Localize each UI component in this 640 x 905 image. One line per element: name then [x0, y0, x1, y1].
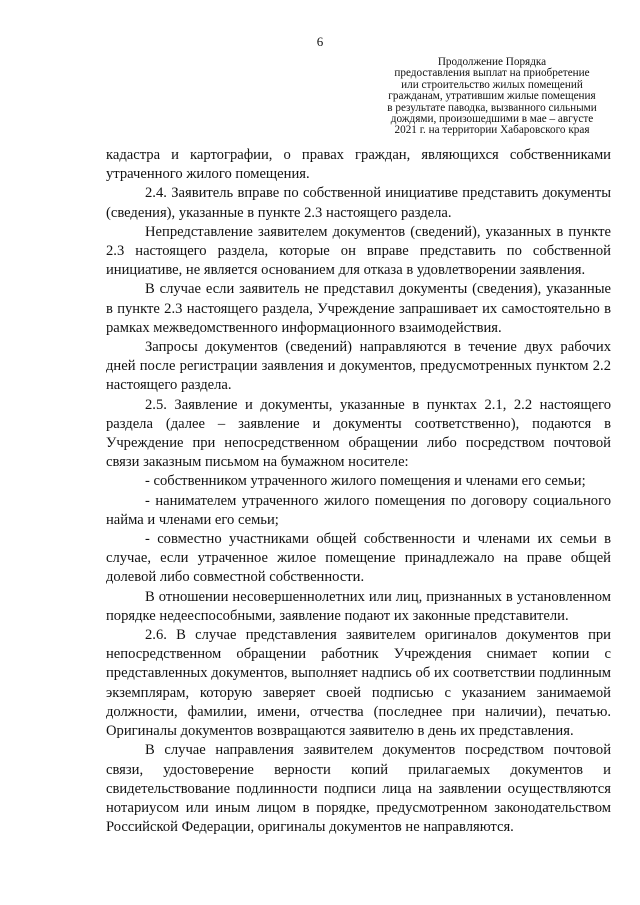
header-note-line: или строительство жилых помещений	[401, 78, 583, 91]
header-note-line: 2021 г. на территории Хабаровского края	[394, 124, 590, 137]
paragraph: В случае направления заявителем документов посредством почтовой связи, удостоверение верности копий прилагаемых документов и свидетельствование подлинности подписи лица на заявлении осуществляются нотариусом или иным лицом в порядке, предусмотренном законодательством Российской Федерации, оригиналы документов не направляются.	[106, 742, 611, 836]
page-number: 6	[316, 34, 324, 49]
paragraph: В отношении несовершеннолетних или лиц, признанных в установленном порядке недееспособными, заявление подают их законные представители.	[106, 588, 611, 624]
header-note-line: гражданам, утратившим жилые помещения	[388, 90, 596, 103]
header-note-line: в результате паводка, вызванного сильными	[387, 101, 597, 114]
paragraph-continuation: кадастра и картографии, о правах граждан, являющихся собственниками утраченного жилого помещения.	[106, 147, 611, 183]
paragraph: В случае если заявитель не представил документы (сведения), указанные в пункте 2.3 настоящего раздела, Учреждение запрашивает их самостоятельно в рамках межведомственного информационного взаимодействия.	[106, 281, 611, 336]
paragraph: Запросы документов (сведений) направляются в течение двух рабочих дней после регистрации заявления и документов, предусмотренных пунктом 2.2 настоящего раздела.	[106, 339, 611, 394]
header-note-line: предоставления выплат на приобретение	[394, 67, 590, 80]
list-item: - совместно участниками общей собственности и членами их семьи в случае, если утраченное жилое помещение принадлежало на праве общей долевой либо совместной собственности.	[106, 531, 611, 586]
list-item: - нанимателем утраченного жилого помещения по договору социального найма и членами его семьи;	[106, 492, 611, 528]
paragraph-2-5: 2.5. Заявление и документы, указанные в пунктах 2.1, 2.2 настоящего раздела (далее – заявление и документы соответственно), подаются в Учреждение при непосредственном обращении либо посредством почтовой связи заказным письмом на бумажном носителе:	[106, 396, 611, 471]
paragraph-2-6: 2.6. В случае представления заявителем оригиналов документов при непосредственном обращении работник Учреждения снимает копии с представленных документов, выполняет надпись об их соответствии подлинным экземплярам, которую заверяет своей подписью с указанием занимаемой должности, фамилии, имени, отчества (последнее при наличии), печатью. Оригиналы документов возвращаются заявителю в день их представления.	[106, 627, 611, 740]
paragraph: Непредставление заявителем документов (сведений), указанных в пункте 2.3 настоящего раздела, которые он вправе представить по собственной инициативе, не является основанием для отказа в удовлетворении заявления.	[106, 223, 611, 279]
list-item: - собственником утраченного жилого помещения и членами его семьи;	[145, 473, 586, 490]
header-note-line: дождями, произошедшими в мае – августе	[390, 113, 594, 126]
document-body	[106, 146, 611, 837]
document-header-note	[372, 57, 612, 137]
header-note-line: Продолжение Порядка	[437, 56, 547, 68]
paragraph-2-4: 2.4. Заявитель вправе по собственной инициативе представить документы (сведения), указанные в пункте 2.3 настоящего раздела.	[106, 185, 611, 221]
